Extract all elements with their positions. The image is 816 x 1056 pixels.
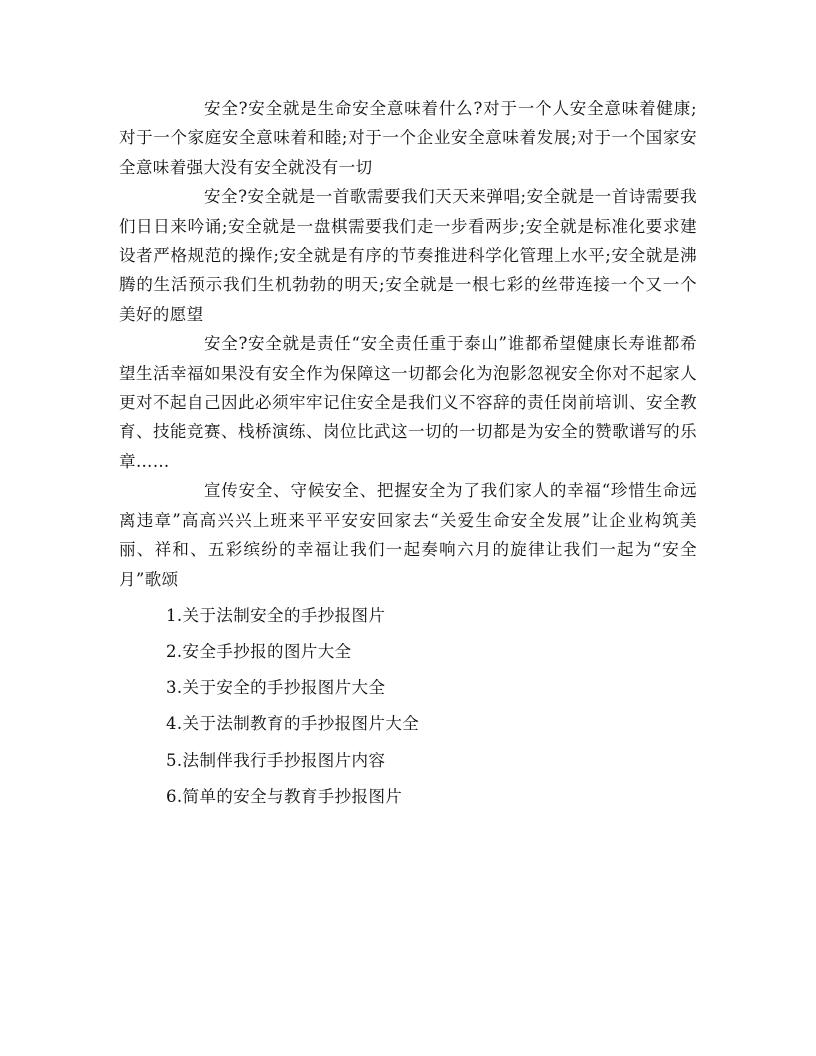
list-item[interactable]: 3.关于安全的手抄报图片大全 [166, 678, 386, 698]
list-item[interactable]: 6.简单的安全与教育手抄报图片 [166, 786, 403, 806]
list-item[interactable]: 2.安全手抄报的图片大全 [166, 642, 352, 662]
list-item[interactable]: 1.关于法制安全的手抄报图片 [166, 605, 386, 625]
paragraph-safety-responsibility: 安全?安全就是责任“安全责任重于泰山”谁都希望健康长寿谁都希望生活幸福如果没有安全作为保障这一切都会化为泡影忽视安全你对不起家人更对不起自己因此必须牢牢记住安全是我们义不容辞的责任岗前培训、安全教育、技能竞赛、栈桥演练、岗位比武这一切的一切都是为安全的赞歌谱写的乐章…… [119, 334, 697, 471]
paragraph-safety-month: 宣传安全、守候安全、把握安全为了我们家人的幸福“珍惜生命远离违章”高高兴兴上班来平平安安回家去“关爱生命安全发展”让企业构筑美丽、祥和、五彩缤纷的幸福让我们一起奏响六月的旋律让我们一起为“安全月”歌颂 [119, 481, 697, 589]
list-item[interactable]: 5.法制伴我行手抄报图片内容 [166, 750, 386, 770]
paragraph-safety-song: 安全?安全就是一首歌需要我们天天来弹唱;安全就是一首诗需要我们日日来吟诵;安全就是一盘棋需要我们走一步看两步;安全就是标准化要求建设者严格规范的操作;安全就是有序的节奏推进科学化管理上水平;安全就是沸腾的生活预示我们生机勃勃的明天;安全就是一根七彩的丝带连接一个又一个美好的愿望 [119, 187, 697, 324]
related-articles-list [119, 598, 697, 815]
list-item[interactable]: 4.关于法制教育的手抄报图片大全 [166, 714, 420, 734]
paragraph-life-safety: 安全?安全就是生命安全意味着什么?对于一个人安全意味着健康;对于一个家庭安全意味着和睦;对于一个企业安全意味着发展;对于一个国家安全意味着强大没有安全就没有一切 [119, 99, 697, 177]
document-body [119, 94, 697, 815]
